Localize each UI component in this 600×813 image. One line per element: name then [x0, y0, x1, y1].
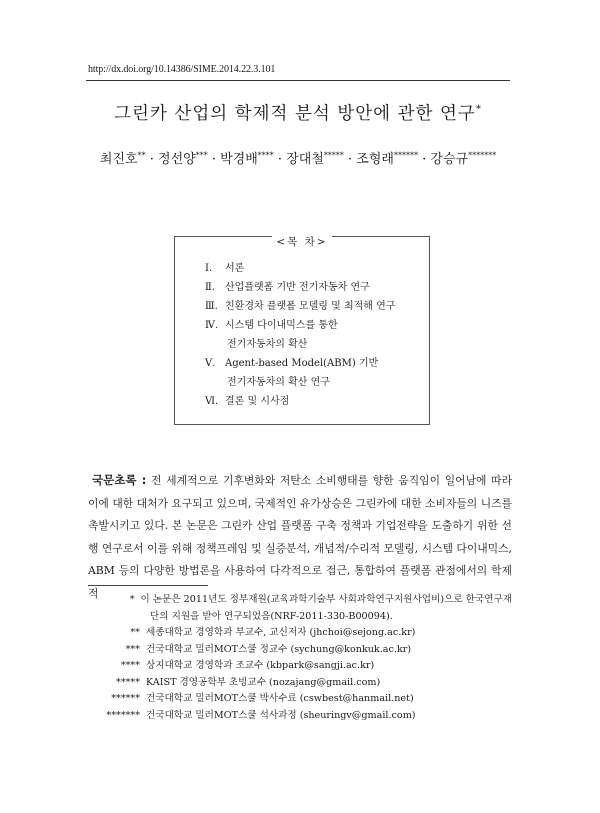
footnotes	[88, 592, 512, 724]
toc-item-label: Agent-based Model(ABM) 기반	[225, 358, 379, 369]
toc-item-label: 시스템 다이내믹스를 통한	[225, 320, 338, 331]
abstract-text: 전 세계적으로 기후변화와 저탄소 소비행태를 향한 움직임이 일어남에 따라 이에 대한 대처가 요구되고 있으며, 국제적인 유가상승은 그린카에 대한 소비자들의 니즈를 촉발시키고 있다. 본 논문은 그린카 산업 플랫폼 구축 정책과 기업전략을 도출하기 위한 선행 연구로서 이를 위해 정책프레임 및 실증분석, 개념적/수리적 모델링, 시스템 다이내믹스, ABM 등의 다양한 방법론을 사용하여 다각적으로 접근, 통합하여 플랫폼 관점에서의 학제적	[88, 474, 512, 600]
toc-item	[205, 297, 395, 316]
author-separator: ·	[343, 152, 357, 167]
author-list	[86, 148, 510, 167]
author-footnote-mark: ****	[257, 151, 274, 160]
footnote	[88, 592, 512, 609]
author-separator: ·	[207, 152, 221, 167]
author-footnote-mark: *******	[468, 151, 497, 160]
toc-item-number: Ⅰ.	[205, 263, 213, 274]
footnote	[88, 691, 512, 708]
author-separator: ·	[417, 152, 431, 167]
footnote-mark: ***	[125, 643, 140, 655]
footnote	[88, 625, 512, 642]
toc-item	[205, 335, 395, 354]
author-separator: ·	[273, 152, 287, 167]
abstract-label: 국문초록 :	[92, 473, 147, 487]
footnote-text: 건국대학교 밀러MOT스쿨 석사과정 (sheuringv@gmail.com)	[146, 709, 416, 721]
toc-heading-wrap	[175, 230, 429, 249]
toc-item-label: 결론 및 시사점	[225, 396, 290, 407]
footnote-text: 이 논문은 2011년도 정부재원(교육과학기술부 사회과학연구지원사업비)으로 한국연구재	[140, 594, 512, 605]
toc-item-number: Ⅲ.	[205, 301, 218, 312]
toc-item-label: 서론	[225, 263, 245, 274]
paper-title	[86, 100, 510, 125]
footnote-rule	[88, 585, 208, 586]
toc-item	[205, 278, 395, 297]
footnote-text: KAIST 경영공학부 초빙교수 (nozajang@gmail.com)	[146, 676, 381, 688]
footnote	[88, 708, 512, 725]
header-rule	[86, 80, 510, 81]
toc-item-number: Ⅴ.	[205, 358, 216, 369]
toc-item	[205, 259, 395, 278]
footnote-text: 상지대학교 경영학과 조교수 (kbpark@sangji.ac.kr)	[146, 660, 375, 671]
toc-item-label: 전기자동차의 확산	[227, 339, 308, 350]
footnote-mark: ******	[111, 693, 140, 704]
toc-list	[205, 259, 395, 411]
author-separator: ·	[145, 152, 159, 167]
doi-link[interactable]: http://dx.doi.org/10.14386/SIME.2014.22.3.101	[88, 64, 276, 75]
title-footnote-mark: *	[475, 104, 482, 115]
toc-item-number: Ⅵ.	[205, 396, 219, 407]
toc-item	[205, 316, 395, 335]
author-name: 최진호	[99, 152, 138, 167]
author-name: 조형래	[356, 152, 394, 167]
toc-item	[205, 373, 395, 392]
footnote-mark: *****	[116, 676, 140, 688]
table-of-contents	[174, 236, 430, 425]
author-footnote-mark: **	[137, 151, 146, 160]
footnote-continuation: 단의 지원을 받아 연구되었음(NRF-2011-330-B00094).	[150, 610, 393, 622]
toc-item	[205, 354, 395, 373]
footnote-mark: *	[129, 594, 135, 605]
toc-heading: <목 차>	[272, 236, 331, 248]
footnote-text: 건국대학교 밀러MOT스쿨 정교수 (sychung@konkuk.ac.kr)	[146, 643, 412, 655]
toc-item-number: Ⅳ.	[205, 320, 219, 331]
toc-item-label: 전기자동차의 확산 연구	[227, 377, 330, 388]
footnote	[88, 675, 512, 692]
author-name: 강승규	[430, 152, 469, 167]
author-name: 장대철	[286, 152, 324, 167]
toc-item-label: 친환경차 플랫폼 모델링 및 최적해 연구	[225, 301, 396, 312]
footnote-text: 세종대학교 경영학과 부교수, 교신저자 (jhchoi@sejong.ac.kr)	[146, 627, 416, 638]
author-name: 정선양	[158, 152, 196, 167]
paper-title-text: 그린카 산업의 학제적 분석 방안에 관한 연구	[114, 104, 476, 124]
footnote-mark: *******	[106, 709, 140, 721]
toc-item-number: Ⅱ.	[205, 282, 215, 293]
author-footnote-mark: ******	[393, 151, 418, 160]
toc-item-label: 산업플랫폼 기반 전기자동차 연구	[225, 282, 370, 293]
footnote	[88, 658, 512, 675]
footnote	[88, 642, 512, 659]
footnote-text: 건국대학교 밀러MOT스쿨 박사수료 (cswbest@hanmail.net)	[146, 693, 414, 704]
author-footnote-mark: *****	[323, 151, 344, 160]
author-name: 박경배	[220, 152, 258, 167]
footnote-mark: **	[130, 627, 140, 638]
author-footnote-mark: ***	[195, 151, 208, 160]
toc-item	[205, 392, 395, 411]
footnote-mark: ****	[120, 660, 140, 671]
